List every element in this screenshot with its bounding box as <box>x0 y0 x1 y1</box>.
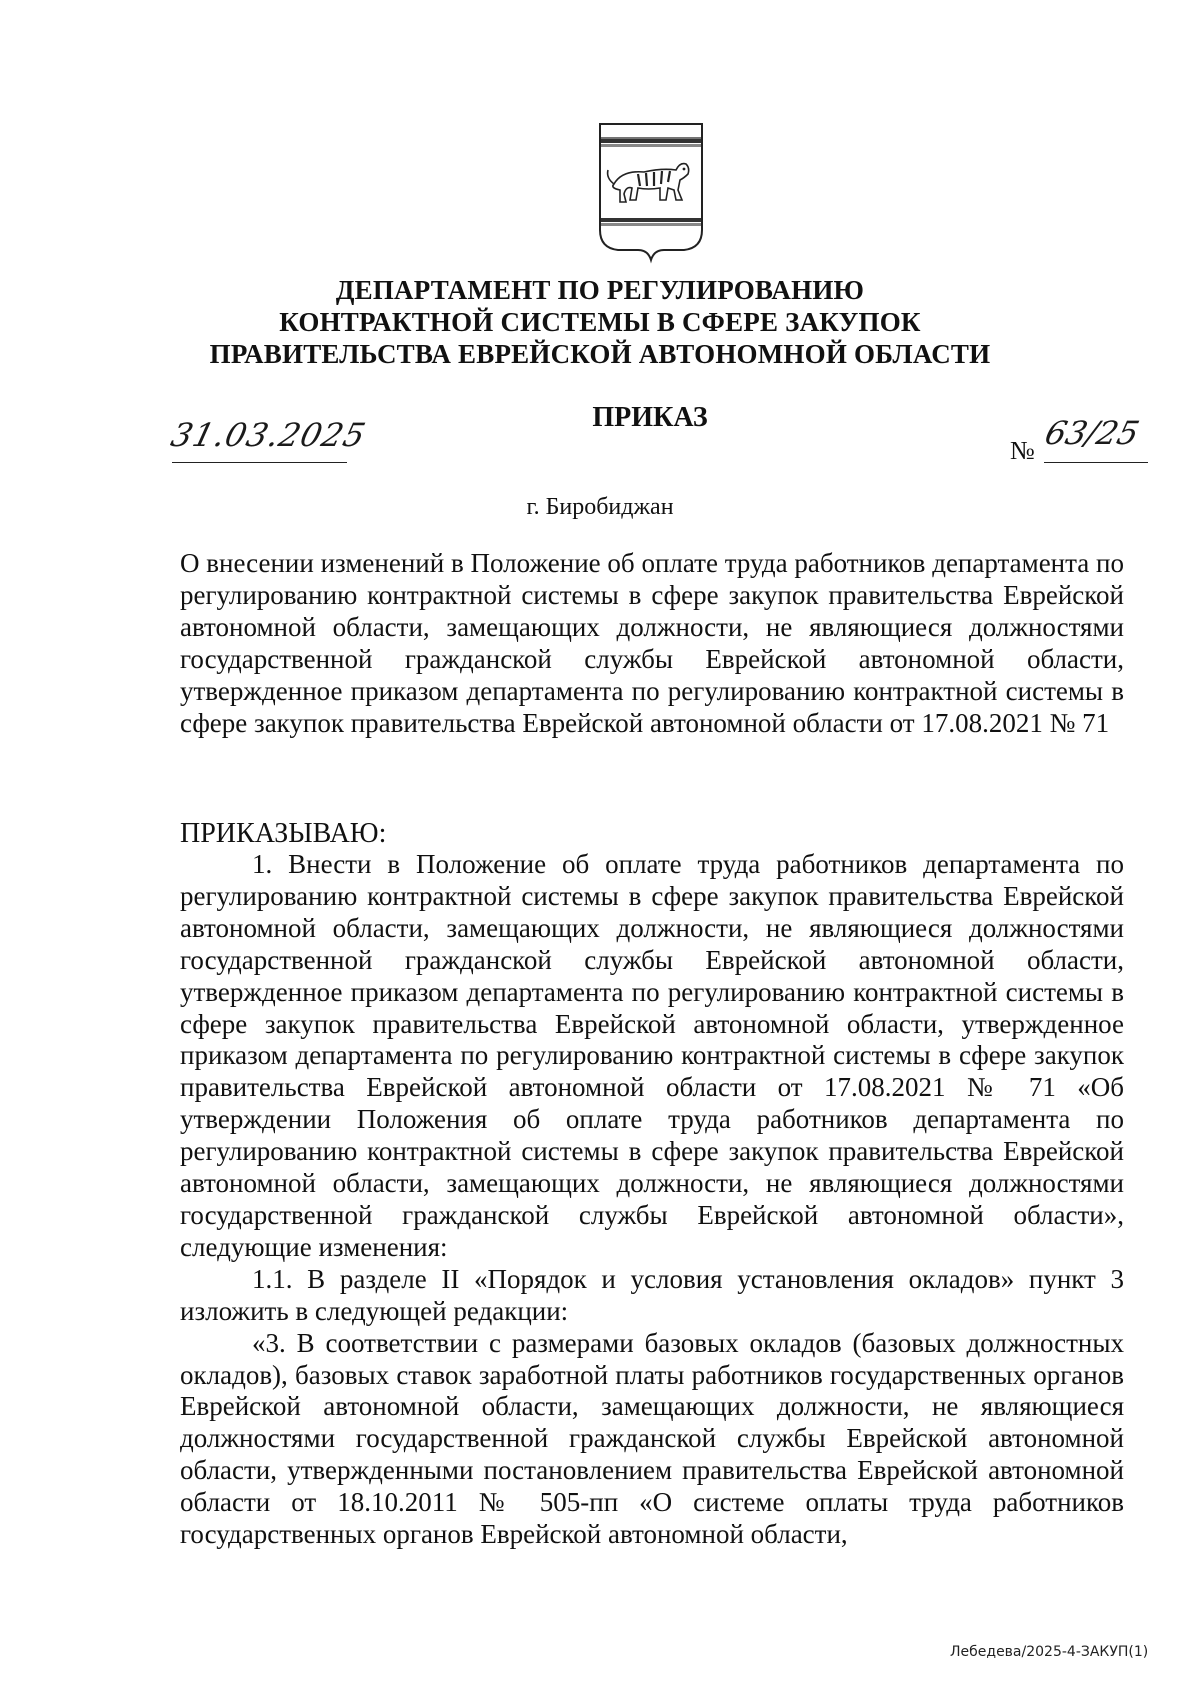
paragraph-3-quote: «3. В соответствии с размерами базовых окладов (базовых должностных окладов), базовых ставок заработной платы работников государственных органов Еврейской автономной области, замещающих должности, не являющиеся должностями государственной гражданской службы Еврейской автономной области, утвержденными постановлением правительства Еврейской автономной области от 18.10.2011 № 505-пп «О системе оплаты труда работников государственных органов Еврейской автономной области, <box>180 1327 1124 1550</box>
document-type: ПРИКАЗ <box>592 402 708 433</box>
handwritten-date: 31.03.2025 <box>167 416 370 454</box>
order-word: ПРИКАЗЫВАЮ: <box>180 818 387 849</box>
paragraph-1: 1. Внести в Положение об оплате труда работников департамента по регулированию контрактной системы в сфере закупок правительства Еврейской автономной области, замещающих должности, не являющиеся должностями государственной гражданской службы Еврейской автономной области, утвержденное приказом департамента по регулированию контрактной системы в сфере закупок правительства Еврейской автономной области, утвержденное приказом департамента по регулированию контрактной системы в сфере закупок правительства Еврейской автономной области от 17.08.2021 № 71 «Об утверждении Положения об оплате труда работников департамента по регулированию контрактной системы в сфере закупок правительства Еврейской автономной области, замещающих должности, не являющиеся должностями государственной гражданской службы Еврейской автономной области», следующие изменения: <box>180 849 1124 1262</box>
footer-reference: Лебедева/2025-4-ЗАКУП(1) <box>950 1644 1149 1660</box>
department-line-2: КОНТРАКТНОЙ СИСТЕМЫ В СФЕРЕ ЗАКУПОК <box>279 307 921 337</box>
coat-of-arms-emblem <box>592 118 710 264</box>
order-subject: О внесении изменений в Положение об оплате труда работников департамента по регулированию контрактной системы в сфере закупок правительства Еврейской автономной области, замещающих должности, не являющиеся должностями государственной гражданской службы Еврейской автономной области, утвержденное приказом департамента по регулированию контрактной системы в сфере закупок правительства Еврейской автономной области от 17.08.2021 № 71 <box>180 548 1124 738</box>
department-name <box>180 274 1020 370</box>
department-line-1: ДЕПАРТАМЕНТ ПО РЕГУЛИРОВАНИЮ <box>335 275 865 305</box>
city: г. Биробиджан <box>526 494 674 520</box>
paragraph-1-1: 1.1. В разделе II «Порядок и условия установления окладов» пункт 3 изложить в следующей редакции: <box>180 1263 1124 1326</box>
number-underline <box>1044 462 1148 463</box>
date-underline <box>172 462 347 463</box>
number-sign: № <box>1010 436 1035 465</box>
order-body <box>180 849 1124 1551</box>
department-line-3: ПРАВИТЕЛЬСТВА ЕВРЕЙСКОЙ АВТОНОМНОЙ ОБЛАСТИ <box>209 339 991 369</box>
handwritten-number: 63/25 <box>1041 414 1143 452</box>
